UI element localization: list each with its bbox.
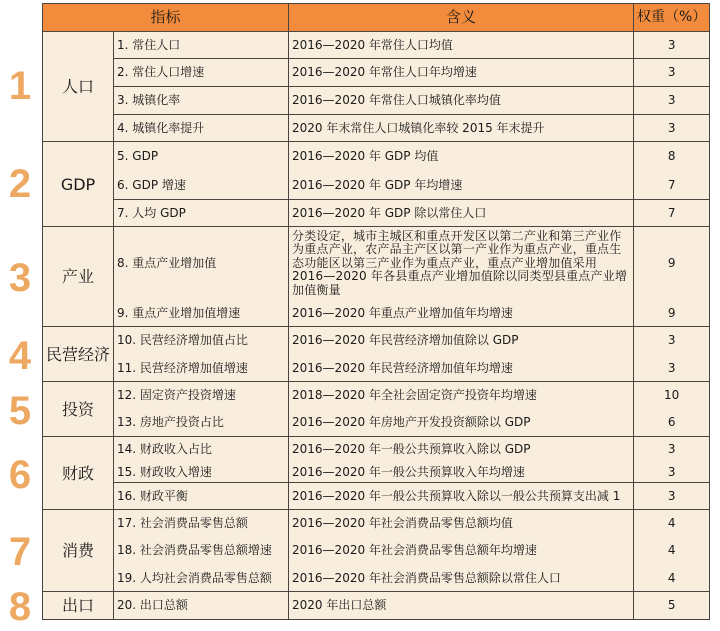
indicator-weight: 3 xyxy=(634,463,710,483)
indicator-name: 15. 财政收入增速 xyxy=(114,463,289,483)
indicator-weight: 4 xyxy=(634,537,710,565)
indicator-name: 5. GDP xyxy=(114,142,289,171)
indicator-weight: 3 xyxy=(634,32,710,59)
table-row xyxy=(43,409,710,437)
indicator-meaning: 2018—2020 年全社会固定资产投资年均增速 xyxy=(289,382,634,409)
indicator-weight: 4 xyxy=(634,565,710,592)
indicator-meaning: 分类设定，城市主城区和重点开发区以第二产业和第三产业作为重点产业，农产品主产区以第一产业作为重点产业，重点生态功能区以第三产业作为重点产业，重点产业增加值采用 2016—2020 年各县重点产业增加值除以同类型县重点产业增加值衡量 xyxy=(289,227,634,301)
table-row xyxy=(43,301,710,327)
indicator-meaning: 2016—2020 年常住人口均值 xyxy=(289,32,634,59)
category-cell: 人口 xyxy=(43,32,114,142)
indicator-meaning: 2016—2020 年重点产业增加值年均增速 xyxy=(289,301,634,327)
indicator-weight: 9 xyxy=(634,301,710,327)
table-row xyxy=(43,510,710,537)
table-row xyxy=(43,592,710,620)
indicator-name: 7. 人均 GDP xyxy=(114,200,289,227)
indicator-meaning: 2016—2020 年常住人口年均增速 xyxy=(289,59,634,87)
indicator-weight-table xyxy=(42,3,710,620)
indicator-weight: 5 xyxy=(634,592,710,620)
indicator-weight: 10 xyxy=(634,382,710,409)
indicator-weight: 3 xyxy=(634,87,710,115)
indicator-meaning: 2016—2020 年民营经济增加值除以 GDP xyxy=(289,327,634,355)
indicator-weight: 3 xyxy=(634,483,710,510)
table-row xyxy=(43,87,710,115)
group-number-5: 5 xyxy=(8,389,32,433)
table-row xyxy=(43,537,710,565)
indicator-weight: 3 xyxy=(634,59,710,87)
indicator-weight: 4 xyxy=(634,510,710,537)
category-cell: 消费 xyxy=(43,510,114,592)
indicator-name: 14. 财政收入占比 xyxy=(114,437,289,463)
indicator-name: 18. 社会消费品零售总额增速 xyxy=(114,537,289,565)
indicator-name: 2. 常住人口增速 xyxy=(114,59,289,87)
indicator-weight: 3 xyxy=(634,115,710,142)
table-row xyxy=(43,565,710,592)
indicator-meaning: 2016—2020 年一般公共预算收入年均增速 xyxy=(289,463,634,483)
table-header-row xyxy=(43,4,710,32)
indicator-meaning: 2016—2020 年一般公共预算收入除以一般公共预算支出减 1 xyxy=(289,483,634,510)
category-cell: 投资 xyxy=(43,382,114,437)
indicator-weight: 6 xyxy=(634,409,710,437)
table-row xyxy=(43,200,710,227)
indicator-meaning: 2016—2020 年常住人口城镇化率均值 xyxy=(289,87,634,115)
indicator-weight: 7 xyxy=(634,200,710,227)
indicator-name: 11. 民营经济增加值增速 xyxy=(114,355,289,382)
header-indicator: 指标 xyxy=(43,4,289,32)
group-number-4: 4 xyxy=(8,334,32,378)
indicator-weight: 8 xyxy=(634,142,710,171)
table-row xyxy=(43,437,710,463)
indicator-weight: 3 xyxy=(634,437,710,463)
indicator-name: 3. 城镇化率 xyxy=(114,87,289,115)
group-number-7: 7 xyxy=(8,530,32,574)
table-row xyxy=(43,355,710,382)
indicator-meaning: 2020 年末常住人口城镇化率较 2015 年末提升 xyxy=(289,115,634,142)
group-number-3: 3 xyxy=(8,256,32,300)
indicator-weight: 3 xyxy=(634,327,710,355)
table-row xyxy=(43,463,710,483)
indicator-meaning: 2016—2020 年房地产开发投资额除以 GDP xyxy=(289,409,634,437)
indicator-meaning: 2016—2020 年 GDP 均值 xyxy=(289,142,634,171)
indicator-meaning: 2016—2020 年社会消费品零售总额均值 xyxy=(289,510,634,537)
table-row xyxy=(43,227,710,301)
group-number-1: 1 xyxy=(8,64,32,108)
table-row xyxy=(43,142,710,171)
group-number-8: 8 xyxy=(8,585,32,629)
indicator-name: 9. 重点产业增加值增速 xyxy=(114,301,289,327)
table-row xyxy=(43,171,710,200)
indicator-meaning: 2016—2020 年 GDP 除以常住人口 xyxy=(289,200,634,227)
group-number-2: 2 xyxy=(8,162,32,206)
indicator-name: 20. 出口总额 xyxy=(114,592,289,620)
category-cell: 出口 xyxy=(43,592,114,620)
table-row xyxy=(43,115,710,142)
indicator-name: 1. 常住人口 xyxy=(114,32,289,59)
indicator-weight: 9 xyxy=(634,227,710,301)
indicator-meaning: 2016—2020 年 GDP 年均增速 xyxy=(289,171,634,200)
category-cell: 产业 xyxy=(43,227,114,327)
indicator-meaning: 2016—2020 年社会消费品零售总额除以常住人口 xyxy=(289,565,634,592)
indicator-name: 10. 民营经济增加值占比 xyxy=(114,327,289,355)
table-row xyxy=(43,327,710,355)
indicator-meaning: 2016—2020 年民营经济增加值年均增速 xyxy=(289,355,634,382)
indicator-weight: 3 xyxy=(634,355,710,382)
category-cell: 民营经济 xyxy=(43,327,114,382)
indicator-name: 12. 固定资产投资增速 xyxy=(114,382,289,409)
category-cell: 财政 xyxy=(43,437,114,510)
table-row xyxy=(43,382,710,409)
indicator-name: 19. 人均社会消费品零售总额 xyxy=(114,565,289,592)
indicator-name: 8. 重点产业增加值 xyxy=(114,227,289,301)
indicator-meaning: 2016—2020 年社会消费品零售总额年均增速 xyxy=(289,537,634,565)
indicator-name: 17. 社会消费品零售总额 xyxy=(114,510,289,537)
indicator-name: 13. 房地产投资占比 xyxy=(114,409,289,437)
indicator-name: 16. 财政平衡 xyxy=(114,483,289,510)
group-number-6: 6 xyxy=(8,453,32,497)
header-weight: 权重（%） xyxy=(634,4,710,32)
indicator-meaning: 2020 年出口总额 xyxy=(289,592,634,620)
table-row xyxy=(43,483,710,510)
indicator-name: 6. GDP 增速 xyxy=(114,171,289,200)
table-row xyxy=(43,59,710,87)
header-meaning: 含义 xyxy=(289,4,634,32)
table-row xyxy=(43,32,710,59)
category-cell: GDP xyxy=(43,142,114,227)
indicator-name: 4. 城镇化率提升 xyxy=(114,115,289,142)
indicator-meaning: 2016—2020 年一般公共预算收入除以 GDP xyxy=(289,437,634,463)
indicator-weight: 7 xyxy=(634,171,710,200)
